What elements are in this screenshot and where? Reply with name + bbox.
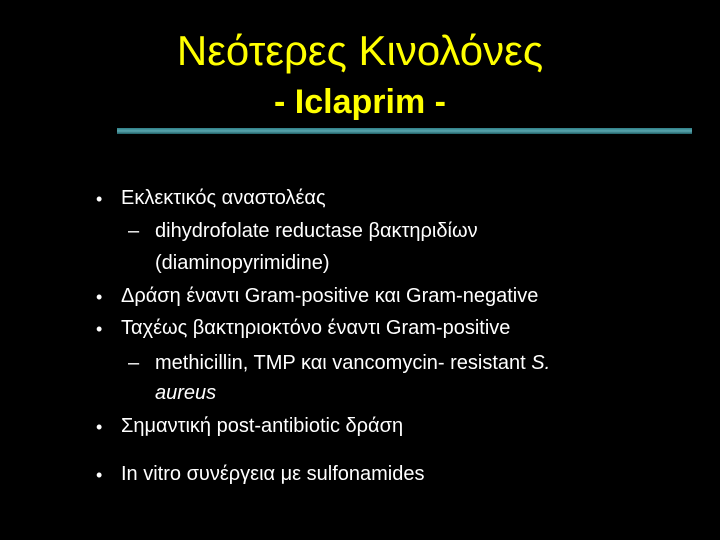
title-divider bbox=[117, 128, 692, 134]
dash-icon: – bbox=[128, 352, 140, 374]
subitem-genus-italic: S. bbox=[531, 352, 551, 374]
bullet-icon: • bbox=[96, 189, 103, 209]
subitem-diaminopyrimidine: (diaminopyrimidine) bbox=[155, 252, 330, 274]
bullet-item-post-antibiotic: Σημαντική post-antibiotic δράση bbox=[121, 415, 404, 437]
bullet-icon: • bbox=[96, 417, 103, 437]
bullet-item-synergy: In vitro συνέργεια με sulfonamides bbox=[121, 463, 425, 485]
slide-subtitle: - Iclaprim - bbox=[274, 83, 446, 121]
slide-title: Νεότερες Κινολόνες bbox=[176, 27, 544, 74]
subitem-dihydrofolate-reductase: dihydrofolate reductase βακτηριδίων bbox=[155, 220, 478, 242]
subitem-species-italic: aureus bbox=[155, 382, 217, 404]
dash-icon: – bbox=[128, 220, 140, 242]
bullet-item-selective-inhibitor: Εκλεκτικός αναστολέας bbox=[121, 187, 326, 209]
bullet-icon: • bbox=[96, 287, 103, 307]
bullet-item-gram-activity: Δράση έναντι Gram-positive και Gram-negative bbox=[121, 285, 539, 307]
bullet-icon: • bbox=[96, 319, 103, 339]
subitem-resistant-strains-text: methicillin, TMP και vancomycin- resistant bbox=[155, 352, 532, 374]
bullet-icon: • bbox=[96, 465, 103, 485]
subitem-resistant-strains bbox=[155, 351, 550, 376]
bullet-item-bactericidal: Ταχέως βακτηριοκτόνο έναντι Gram-positive bbox=[121, 317, 511, 339]
